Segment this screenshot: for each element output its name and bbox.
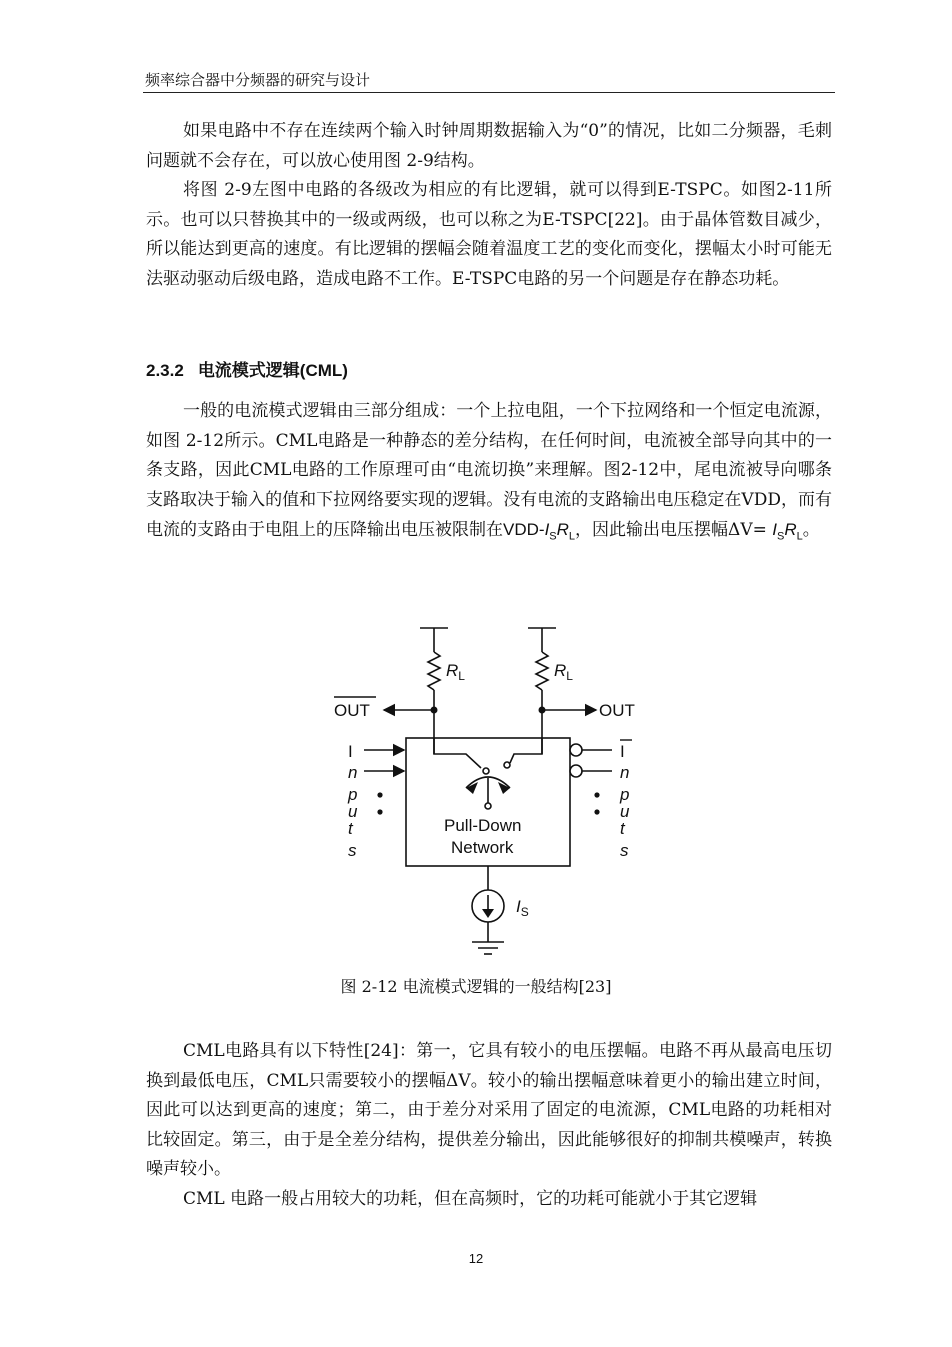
inputs-letter: t — [620, 819, 625, 838]
paragraph: CML 电路一般占用较大的功耗，但在高频时，它的功耗可能就小于其它逻辑 — [183, 1188, 758, 1209]
current-arrowhead — [482, 909, 494, 918]
node-dot-left — [431, 707, 438, 714]
page-number: 12 — [468, 1251, 484, 1266]
inputs-letter: n — [620, 763, 630, 782]
inputs-letter: I — [348, 742, 353, 761]
section-number: 2.3.2 — [146, 361, 184, 380]
resistor-rl-left — [428, 652, 440, 690]
paragraph: 一般的电流模式逻辑由三部分组成：一个上拉电阻，一个下拉网络和一个恒定电流源，如图 2-12所示。CML电路是一种静态的差分结构，在任何时间，电流被全部导向其中的一条支路，因此CML电路的工作原理可由“电流切换”来理解。图2-12中，尾电流被导向哪条支路取决于输入的值和下拉网络要实现的逻辑。没有电流的支路输出电压稳定在VDD，而有电流的支路由于电阻上的压降输出电压被限制在VDD-$I_SR_L$，因此输出电压摆幅$\Delta V= I_SR_L$。 — [146, 401, 832, 543]
inputs-letter: u — [620, 802, 630, 821]
section-title: 电流模式逻辑(CML) — [197, 361, 348, 380]
input-dot — [594, 792, 599, 797]
input-dot — [594, 809, 599, 814]
resistor-rl-right — [536, 652, 548, 690]
paragraph: CML电路具有以下特性[24]：第一，它具有较小的电压摆幅。电路不再从最高电压切换到最低电压，CML只需要较小的摆幅ΔV。较小的输出摆幅意味着更小的输出建立时间，因此可以达到更高的速度；第二，由于差分对采用了固定的电流源，CML电路的功耗相对比较固定。第三，由于是全差分结构，提供差分输出，因此能够很好的抑制共模噪声，转换噪声较小。 — [146, 1041, 832, 1180]
inputs-letter: p — [348, 785, 358, 804]
cml-circuit-figure — [320, 620, 660, 965]
section-heading — [146, 356, 348, 381]
inversion-bubble-2 — [570, 765, 582, 777]
block-label-line2: Network — [451, 838, 514, 857]
paragraph: 将图 2-9左图中电路的各级改为相应的有比逻辑，就可以得到E-TSPC。如图2-11所示。也可以只替换其中的一级或两级，也可以称之为E-TSPC[22]。由于晶体管数目减少，所以能达到更高的速度。有比逻辑的摆幅会随着温度工艺的变化而变化，摆幅太小时可能无法驱动驱动后级电路，造成电路不工作。E-TSPC电路的另一个问题是存在静态功耗。 — [146, 180, 832, 289]
is-label: $I_S$ — [516, 897, 529, 919]
inputs-label-left — [347, 742, 358, 860]
paragraph: 如果电路中不存在连续两个输入时钟周期数据输入为“0”的情况，比如二分频器，毛刺问题就不会存在，可以放心使用图 2-9结构。 — [146, 121, 832, 171]
out-bar-label: OUT — [334, 701, 370, 720]
section-2-3-1-text — [146, 117, 832, 295]
inputs-letter: I — [620, 742, 625, 761]
inputs-letter: s — [348, 841, 357, 860]
running-title: 频率综合器中分频器的研究与设计 — [145, 71, 371, 89]
section-2-3-2-text-cont — [146, 1037, 832, 1215]
inputs-label-right — [619, 742, 630, 860]
figure-caption: 图 2-12 电流模式逻辑的一般结构[23] — [340, 977, 612, 996]
running-header — [143, 66, 835, 93]
inputs-letter: u — [348, 802, 358, 821]
cml-schematic — [320, 620, 660, 965]
input-dot — [377, 809, 382, 814]
inputs-letter: p — [620, 785, 630, 804]
block-label-line1: Pull-Down — [444, 816, 522, 835]
inputs-letter: t — [348, 819, 353, 838]
section-2-3-2-text — [146, 397, 832, 552]
inputs-letter: n — [348, 763, 358, 782]
out-label: OUT — [599, 701, 635, 720]
node-dot-right — [539, 707, 546, 714]
rl-left-label: $R_L$ — [446, 661, 465, 683]
input-dot — [377, 792, 382, 797]
inversion-bubble-1 — [570, 744, 582, 756]
rl-right-label: $R_L$ — [554, 661, 573, 683]
inputs-letter: s — [620, 841, 629, 860]
